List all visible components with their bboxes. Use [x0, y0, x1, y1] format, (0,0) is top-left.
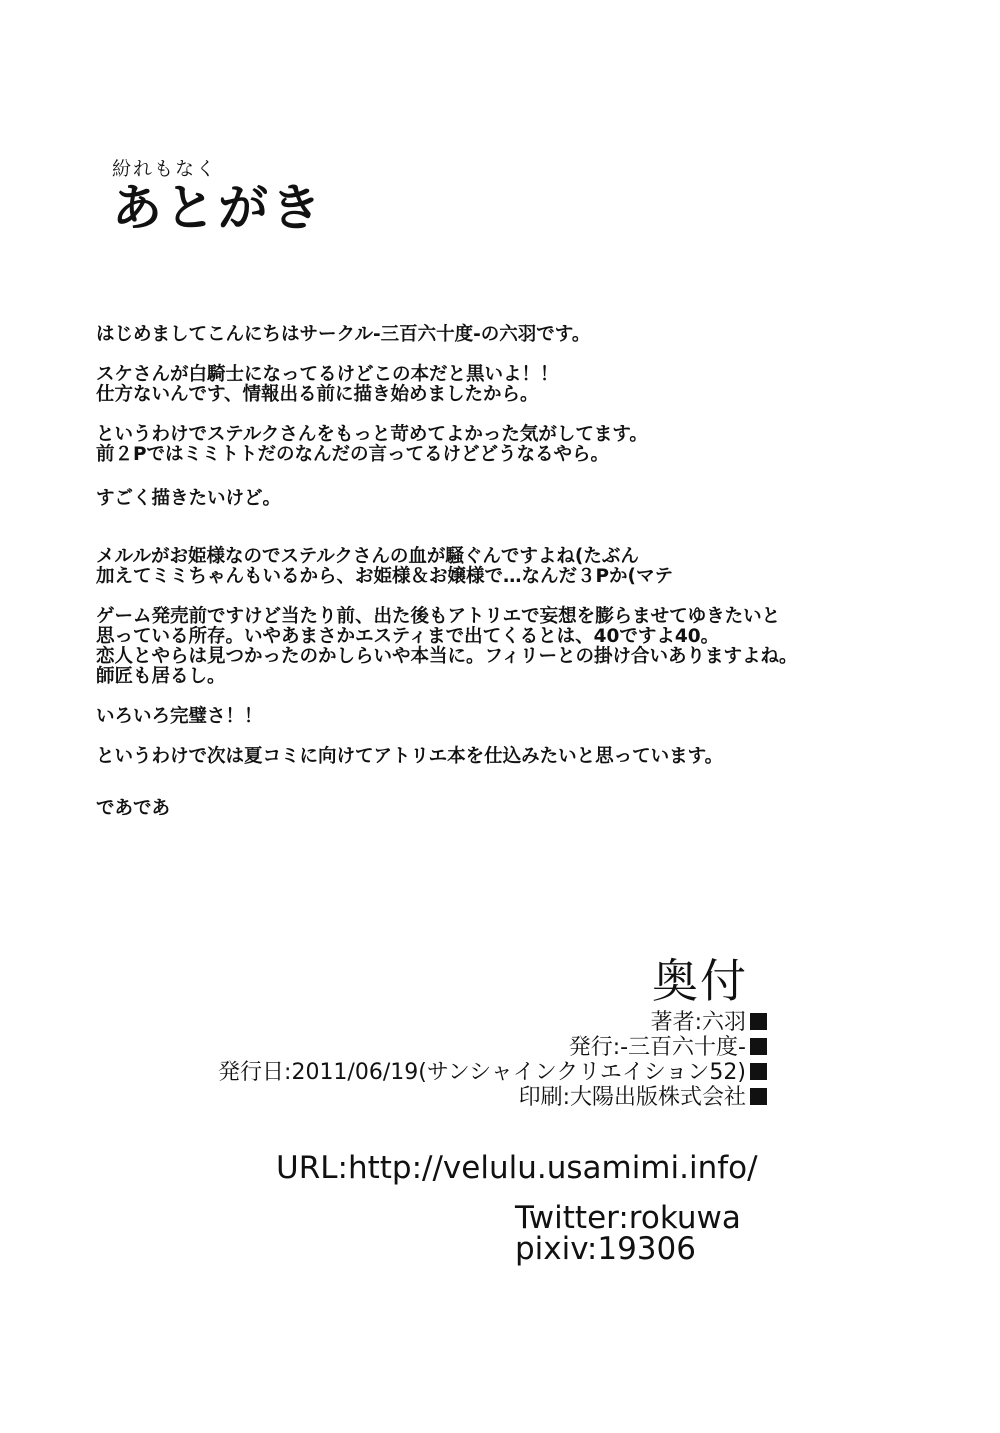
- text-line: というわけで次は夏コミに向けてアトリエ本を仕込みたいと思っています。: [96, 746, 724, 767]
- afterword-title: あとがき: [112, 179, 324, 237]
- text-line: 仕方ないんです、情報出る前に描き始めましたから。: [96, 384, 539, 405]
- square-bullet-icon: [750, 1063, 767, 1080]
- paragraph-1: [96, 325, 956, 345]
- paragraph-5: [96, 547, 956, 587]
- afterword-subtitle: 紛れもなく: [112, 158, 218, 180]
- colophon-publisher-row: [218, 1035, 767, 1060]
- colophon-printer-row: [218, 1085, 767, 1110]
- paragraph-4: [96, 489, 956, 509]
- colophon-author-row: [218, 1010, 767, 1035]
- text-line: 前２Pではミミトトだのなんだの言ってるけどどうなるやら。: [96, 444, 610, 465]
- colophon-heading: 奥付: [652, 954, 748, 1008]
- text-line: ゲーム発売前ですけど当たり前、出た後もアトリエで妄想を膨らませてゆきたいと: [96, 606, 781, 627]
- paragraph-8: [96, 747, 956, 767]
- afterword-body: [96, 325, 956, 819]
- square-bullet-icon: [750, 1013, 767, 1030]
- text-line: メルルがお姫様なのでステルクさんの血が騒ぐんですよね(たぶん: [96, 546, 639, 567]
- text-line: 加えてミミちゃんもいるから、お姫様＆お嬢様で…なんだ３Pか(マテ: [96, 566, 674, 587]
- text-line: すごく描きたいけど。: [96, 488, 282, 509]
- colophon-printer: 印刷:大陽出版株式会社: [518, 1085, 746, 1110]
- pixiv-id: pixiv:19306: [515, 1231, 696, 1267]
- website-url: URL:http://velulu.usamimi.info/: [276, 1150, 758, 1186]
- square-bullet-icon: [750, 1088, 767, 1105]
- paragraph-6: [96, 607, 956, 687]
- text-line: はじめましてこんにちはサークル-三百六十度-の六羽です。: [96, 324, 591, 345]
- paragraph-7: [96, 707, 956, 727]
- colophon-publisher: 発行:-三百六十度-: [568, 1035, 746, 1060]
- paragraph-9: [96, 799, 956, 819]
- colophon-author: 著者:六羽: [650, 1010, 746, 1035]
- twitter-handle: Twitter:rokuwa: [515, 1200, 741, 1236]
- text-line: というわけでステルクさんをもっと苛めてよかった気がしてます。: [96, 424, 648, 445]
- paragraph-2: [96, 365, 956, 405]
- text-line: であであ: [96, 798, 171, 819]
- text-line: スケさんが白騎士になってるけどこの本だと黒いよ！！: [96, 364, 559, 385]
- colophon-date: 発行日:2011/06/19(サンシャインクリエイション52): [218, 1060, 746, 1085]
- paragraph-3: [96, 425, 956, 465]
- text-line: 思っている所存。いやあまさかエスティまで出てくるとは、40ですよ40。: [96, 626, 720, 647]
- text-line: いろいろ完璧さ！！: [96, 706, 263, 727]
- square-bullet-icon: [750, 1038, 767, 1055]
- text-line: 恋人とやらは見つかったのかしらいや本当に。フィリーとの掛け合いありますよね。: [96, 646, 798, 667]
- social-links: [515, 1200, 741, 1267]
- colophon-block: [218, 1010, 767, 1110]
- colophon-date-row: [218, 1060, 767, 1085]
- text-line: 師匠も居るし。: [96, 666, 226, 687]
